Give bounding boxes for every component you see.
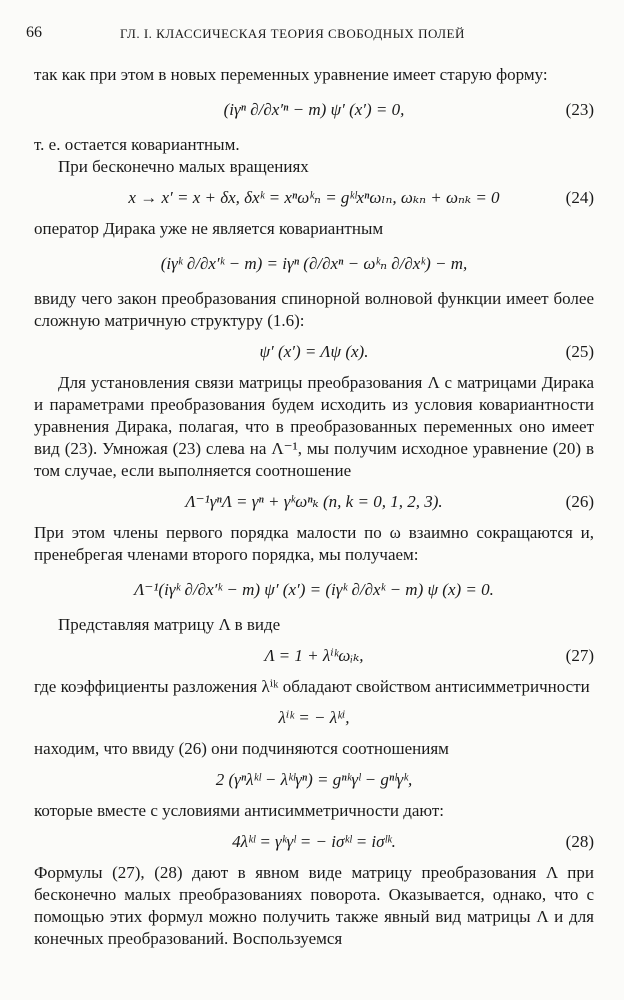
equation-number: (24) <box>565 188 594 207</box>
paragraph: которые вместе с условиями антисимметричности дают: <box>34 801 445 820</box>
equation-formula: Λ = 1 + λⁱᵏωᵢₖ, <box>264 646 364 665</box>
equation-formula: x → x′ = x + δx, δxᵏ = xⁿωᵏₙ = gᵏˡxⁿωₗₙ, ωₖₙ + ωₙₖ = 0 <box>128 188 500 207</box>
equation <box>34 86 594 134</box>
paragraph: При этом члены первого порядка малости по ω взаимно сокращаются и, пренебрегая членами второго порядка, мы получаем: <box>34 523 594 564</box>
equation <box>34 698 594 738</box>
page-header <box>26 24 606 46</box>
paragraph: так как при этом в новых переменных уравнение имеет старую форму: <box>34 65 548 84</box>
paragraph: ввиду чего закон преобразования спинорной волновой функции имеет более сложную матричную структуру (1.6): <box>34 289 594 330</box>
equation-formula: 2 (γⁿλᵏˡ − λᵏˡγⁿ) = gⁿᵏγˡ − gⁿˡγᵏ, <box>215 770 413 789</box>
running-title: ГЛ. I. КЛАССИЧЕСКАЯ ТЕОРИЯ СВОБОДНЫХ ПОЛЕЙ <box>120 26 465 41</box>
equation-number: (25) <box>565 342 594 361</box>
paragraph: находим, что ввиду (26) они подчиняются соотношениям <box>34 739 449 758</box>
equation <box>34 178 594 218</box>
paragraph: оператор Дирака уже не является ковариантным <box>34 219 384 238</box>
equation <box>34 636 594 676</box>
equation <box>34 822 594 862</box>
equation-formula: Λ⁻¹(iγᵏ ∂/∂x′ᵏ − m) ψ′ (x′) = (iγᵏ ∂/∂xᵏ − m) ψ (x) = 0. <box>134 580 494 599</box>
equation <box>34 240 594 288</box>
paragraph: При бесконечно малых вращениях <box>58 157 309 176</box>
paragraph: где коэффициенты разложения λⁱᵏ обладают свойством антисимметричности <box>34 677 590 696</box>
equation-number: (26) <box>565 492 594 511</box>
paragraph: Представляя матрицу Λ в виде <box>58 615 281 634</box>
equation-formula: Λ⁻¹γⁿΛ = γⁿ + γᵏωⁿₖ (n, k = 0, 1, 2, 3). <box>185 492 443 511</box>
equation-formula: (iγⁿ ∂/∂x′ⁿ − m) ψ′ (x′) = 0, <box>223 100 405 119</box>
equation <box>34 332 594 372</box>
paragraph: Для установления связи матрицы преобразования Λ с матрицами Дирака и параметрами преобразования будем исходить из условия ковариантности уравнения Дирака, полагая, что в преобразованных переменных оно имеет вид (23). Умножая (23) слева на Λ⁻¹, мы получим исходное уравнение (20) в том случае, если выполняется соотношение <box>34 373 594 480</box>
page-number: 66 <box>26 24 42 41</box>
equation-formula: ψ′ (x′) = Λψ (x). <box>259 342 369 361</box>
equation-number: (27) <box>565 646 594 665</box>
page-body <box>34 64 594 950</box>
equation <box>34 566 594 614</box>
equation-formula: (iγᵏ ∂/∂x′ᵏ − m) = iγⁿ (∂/∂xⁿ − ωᵏₙ ∂/∂xᵏ) − m, <box>160 254 468 273</box>
equation-formula: λⁱᵏ = − λᵏⁱ, <box>278 708 350 727</box>
paragraph: Формулы (27), (28) дают в явном виде матрицу преобразования Λ при бесконечно малых преобразованиях поворота. Оказывается, однако, что с помощью этих формул можно получить также явный вид матрицы Λ и для конечных преобразований. Воспользуемся <box>34 863 594 948</box>
equation <box>34 482 594 522</box>
equation-number: (23) <box>565 100 594 119</box>
equation-formula: 4λᵏˡ = γᵏγˡ = − iσᵏˡ = iσˡᵏ. <box>232 832 396 851</box>
equation-number: (28) <box>565 832 594 851</box>
paragraph: т. е. остается ковариантным. <box>34 135 240 154</box>
equation <box>34 760 594 800</box>
